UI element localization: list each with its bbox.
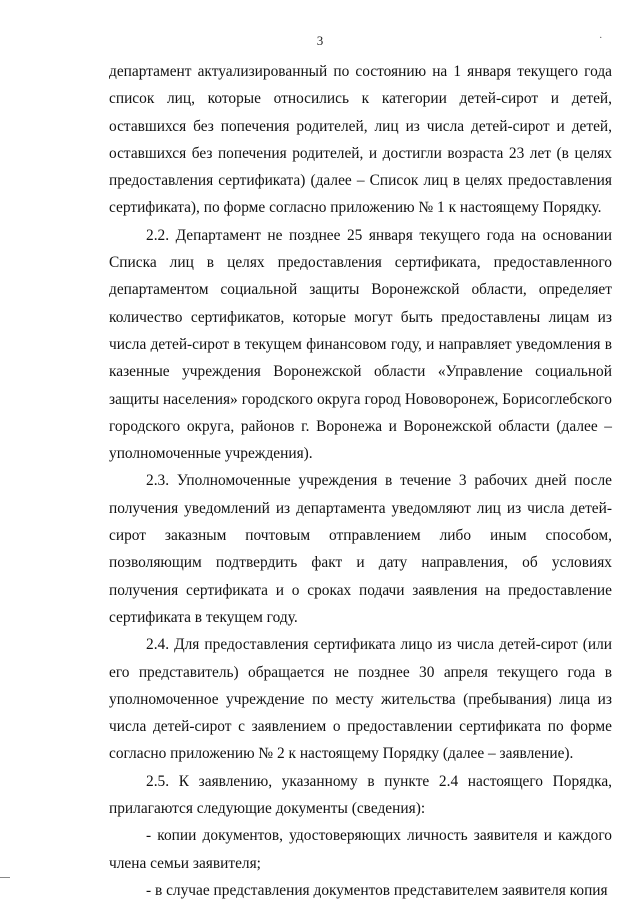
scan-edge-mark (0, 877, 10, 882)
page-number: 3 (316, 33, 324, 48)
list-item-representative-documents: - в случае представления документов представителем заявителя копия (146, 881, 608, 899)
paragraph-2-4: 2.4. Для предоставления сертификата лицо из числа детей-сирот (или его представитель) обращается не позднее 30 апреля текущего года в уполномоченное учреждение по месту жительства (пребывания) лица из числа детей-сирот с заявлением о предоставлении сертификата по форме согласно приложению № 2 к настоящему Порядку (далее – заявление). (109, 636, 612, 763)
paragraph-2-2: 2.2. Департамент не позднее 25 января текущего года на основании Списка лиц в целях предоставления сертификата, предоставленного департаментом социальной защиты Воронежской области, определяет количество сертификатов, которые могут быть предоставлены лицам из числа детей-сирот в текущем финансовом году, и направляет уведомления в казенные учреждения Воронежской области «Управление социальной защиты населения» городского округа город Нововоронеж, Борисоглебского городского округа, районов г. Воронежа и Воронежской области (далее – уполномоченные учреждения). (109, 226, 612, 463)
list-item-identity-documents: - копии документов, удостоверяющих личность заявителя и каждого члена семьи заявителя; (109, 827, 612, 872)
document-body (109, 58, 612, 904)
paragraph-2-3: 2.3. Уполномоченные учреждения в течение 3 рабочих дней после получения уведомлений из департамента уведомляют лиц из числа детей-сирот заказным почтовым отправлением либо иным способом, позволяющим подтвердить факт и дату направления, об условиях получения сертификата и о сроках подачи заявления на предоставление сертификата в текущем году. (109, 472, 612, 626)
paragraph-2-5: 2.5. К заявлению, указанному в пункте 2.4 настоящего Порядка, прилагаются следующие документы (сведения): (109, 772, 612, 818)
scan-corner-mark: . (599, 30, 602, 41)
paragraph-continuation: департамент актуализированный по состоянию на 1 января текущего года список лиц, которые относились к категории детей-сирот и детей, оставшихся без попечения родителей, лиц из числа детей-сирот и детей, оставшихся без попечения родителей, и достигли возраста 23 лет (в целях предоставления сертификата) (далее – Список лиц в целях предоставления сертификата), по форме согласно приложению № 1 к настоящему Порядку. (109, 63, 612, 217)
